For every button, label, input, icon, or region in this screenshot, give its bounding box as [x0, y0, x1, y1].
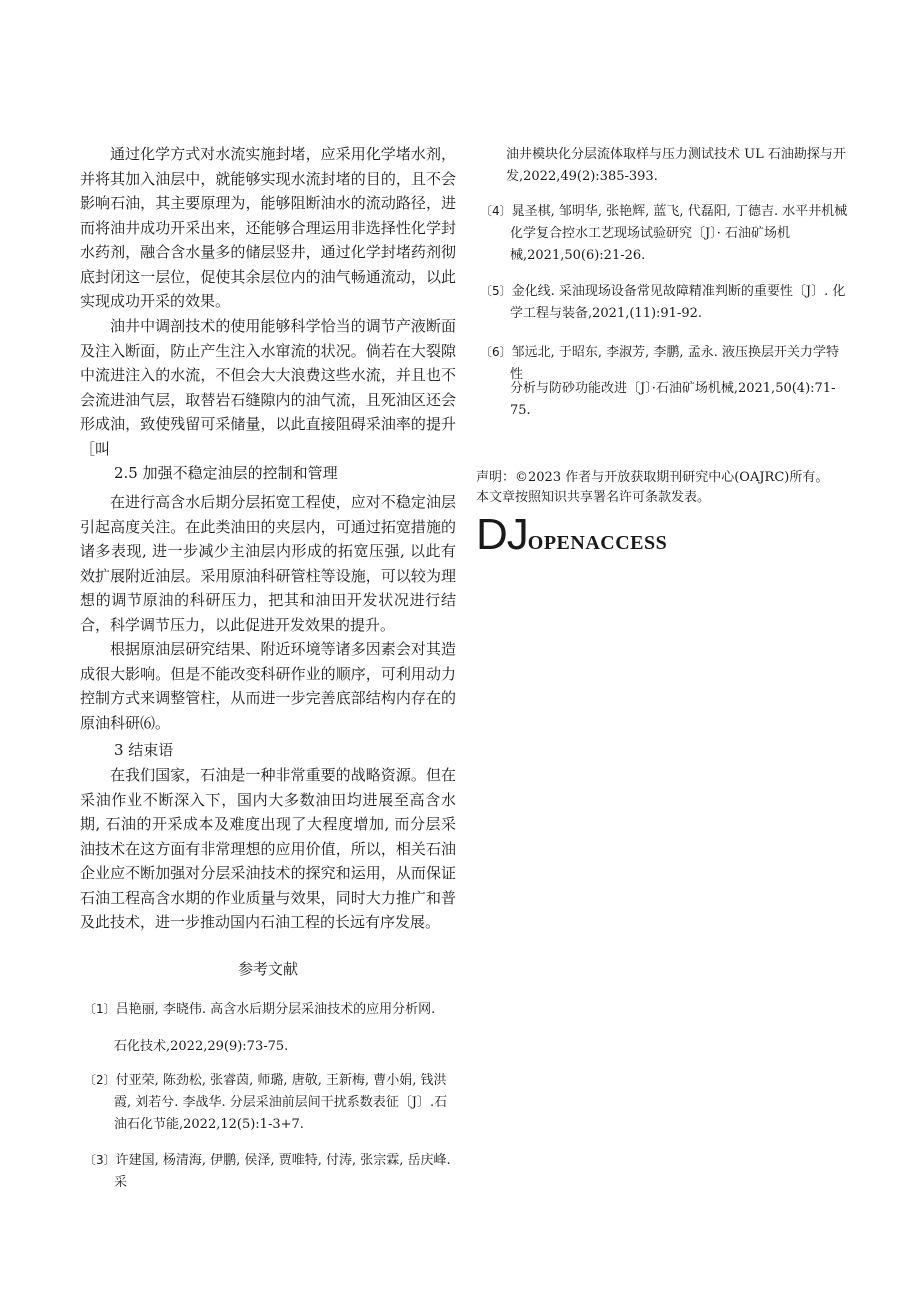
logo-wordmark: OPENACCESS	[527, 532, 668, 554]
section-2-5-heading: 2.5 加强不稳定油层的控制和管理	[114, 464, 338, 482]
paragraph-profile-control: 油井中调剖技术的使用能够科学恰当的调节产液断面及注入断面，防止产生注入水窜流的状况。倘若在大裂隙中流进注入的水流，不但会大大浪费这些水流，并且也不会流进油气层，取替岩石缝隙内的油气流，且死油区还会形成油，致使残留可采储量，以此直接阻碍采油率的提升［叫	[80, 317, 456, 458]
reference-number: 〔3〕	[84, 1153, 116, 1167]
reference-item-2	[80, 1069, 456, 1136]
reference-text-continued: 分析与防砂功能改进〔J〕·石油矿场机械,2021,50(4):71-75.	[510, 381, 836, 418]
references-heading: 参考文献	[237, 960, 298, 978]
reference-text: 金化线. 采油现场设备常见故障精准判断的重要性〔J〕. 化学工程与装备,2021,(11):91-92.	[510, 284, 846, 321]
open-access-logo	[476, 510, 667, 560]
paragraph-unstable-layer: 在进行高含水后期分层拓宽工程使，应对不稳定油层引起高度关注。在此类油田的夹层内，可通过拓宽措施的诸多表现, 进一步减少主油层内形成的拓宽压强, 以此有效扩展附近油层。采用原油科研管柱等设施，可以较为理想的调节原油的科研压力，把其和油田开发状况进行结合，科学调节压力，以此促进开发效果的提升。	[80, 493, 456, 634]
reference-text: 吕艳丽, 李晓伟. 高含水后期分层采油技术的应用分析网.	[115, 1002, 436, 1017]
reference-number: 〔5〕	[480, 284, 512, 298]
reference-item-4	[476, 200, 850, 267]
reference-item-1	[80, 998, 456, 1021]
copyright-notice: 声明：©2023 作者与开放获取期刊研究中心(OAJRC)所有。本文章按照知识共享署名许可条款发表。	[476, 470, 829, 505]
section-3-heading: 3 结束语	[114, 741, 174, 759]
paragraph-chemical-plugging: 通过化学方式对水流实施封堵，应采用化学堵水剂，并将其加入油层中，就能够实现水流封堵的目的，且不会影响石油，其主要原理为，能够阻断油水的流动路径，进而将油井成功开采出来，还能够合理运用非选择性化学封水药剂，融合含水量多的储层竖井，通过化学封堵药剂彻底封闭这一层位，促使其余层位内的油气畅通流动，以此实现成功开采的效果。	[80, 145, 456, 310]
reference-item-5	[476, 280, 850, 325]
reference-text: 邹远北, 于昭东, 李淑芳, 李鹏, 孟永. 液压换层开关力学特性	[510, 345, 839, 382]
reference-text-continued: 石化技术,2022,29(9):73-75.	[114, 1039, 289, 1054]
reference-item-3-continued: 油井模块化分层流体取样与压力测试技术 UL 石油勘探与开发,2022,49(2):385-393.	[506, 147, 846, 184]
reference-text: 许建国, 杨清海, 伊鹏, 侯泽, 贾唯特, 付涛, 张宗霖, 岳庆峰. 采	[114, 1153, 451, 1190]
reference-text: 晁圣棋, 邹明华, 张艳辉, 蓝飞, 代磊阳, 丁德吉. 水平井机械化学复合控水工艺现场试验研究〔J〕· 石油矿场机械,2021,50(6):21-26.	[510, 204, 848, 263]
reference-number: 〔2〕	[84, 1073, 116, 1087]
paragraph-conclusion: 在我们国家，石油是一种非常重要的战略资源。但在采油作业不断深入下，国内大多数油田均进展至高含水期, 石油的开采成本及难度出现了大程度增加, 而分层采油技术在这方面有非常理想的应用价值，所以，相关石油企业应不断加强对分层采油技术的探究和运用，从而保证石油工程高含水期的作业质量与效果，同时大力推广和普及此技术，进一步推动国内石油工程的长远有序发展。	[80, 766, 456, 931]
reference-number: 〔4〕	[480, 204, 512, 218]
reference-number: 〔6〕	[480, 345, 512, 359]
paragraph-research-results: 根据原油层研究结果、附近环境等诸多因素会对其造成很大影响。但是不能改变科研作业的顺序，可利用动力控制方式来调整管柱，从而进一步完善底部结构内存在的原油科研⑹。	[80, 640, 456, 732]
logo-mark: DJ	[476, 510, 528, 559]
reference-item-3	[80, 1149, 456, 1194]
reference-text: 付亚荣, 陈劲松, 张睿茵, 师璐, 唐敬, 王新梅, 曹小娟, 钱洪霞, 刘若兮. 李战华. 分层采油前层间干扰系数表征〔J〕.石油石化节能,2022,12(5):1-3+7.	[114, 1073, 448, 1132]
reference-item-1-continued	[80, 1036, 456, 1058]
reference-item-6-continued	[476, 378, 850, 422]
reference-number: 〔1〕	[84, 1002, 116, 1016]
